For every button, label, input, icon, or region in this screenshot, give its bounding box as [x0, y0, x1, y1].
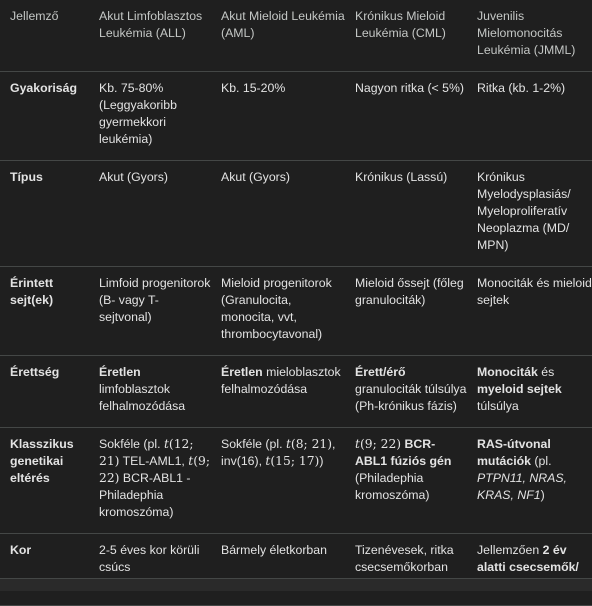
bold-text: Érett/érő — [355, 365, 406, 379]
row-label: Gyakoriság — [10, 81, 77, 95]
cell-aml: Akut (Gyors) — [221, 170, 291, 184]
cell-text: granulociták túlsúlya (Ph-krónikus fázis) — [355, 382, 467, 413]
table-header-row — [0, 0, 592, 72]
math-t: t — [265, 454, 271, 468]
table-row-maturity — [0, 356, 592, 428]
cell-text: TEL-AML1, — [119, 454, 189, 468]
row-label: Érettség — [10, 365, 60, 379]
math-args: (9; 22) — [99, 454, 210, 485]
header-all: Akut Limfoblasztos Leukémia (ALL) — [99, 9, 203, 40]
cell-jmml — [467, 428, 592, 533]
header-cml: Krónikus Mieloid Leukémia (CML) — [355, 9, 446, 40]
cell-jmml: Monociták és mieloid sejtek — [477, 276, 592, 307]
cell-text: limfoblasztok felhalmozódása — [99, 382, 186, 413]
cell-text: BCR-ABL1 - Philadephia kromoszóma) — [99, 471, 191, 519]
cell-all: Limfoid progenitorok (B- vagy T-sejtvonal) — [99, 276, 211, 324]
cell-cml: Nagyon ritka (< 5%) — [355, 81, 465, 95]
bold-text: Monociták — [477, 365, 538, 379]
bold-text: RAS-útvonal mutációk — [477, 437, 551, 468]
cell-jmml — [467, 356, 592, 427]
cell-all: 2-5 éves kor körüli csúcs — [99, 543, 200, 574]
cell-aml: Mieloid progenitorok (Granulocita, monocita, vvt, thrombocytavonal) — [221, 276, 332, 341]
cell-jmml: Ritka (kb. 1-2%) — [477, 81, 566, 95]
bold-text: Éretlen — [99, 365, 141, 379]
bold-text: 2 év alatti csecsemők/ — [477, 543, 579, 574]
row-label: Érintett sejt(ek) — [10, 276, 54, 307]
cell-text: ) — [540, 488, 545, 502]
cell-text: és — [537, 365, 555, 379]
cell-aml: Bármely életkorban — [221, 543, 327, 557]
cell-all — [89, 428, 211, 533]
bold-text: BCR-ABL1 fúziós gén — [355, 437, 452, 468]
cell-cml: Krónikus (Lassú) — [355, 170, 448, 184]
math-t: t — [188, 454, 194, 468]
cell-all: Kb. 75-80% (Leggyakoribb gyermekkori leukémia) — [99, 81, 177, 146]
cell-cml — [345, 356, 467, 427]
cell-text: Jellemzően — [477, 543, 543, 557]
italic-genes: PTPN11, NRAS, KRAS, NF1 — [477, 471, 567, 502]
table-row-type — [0, 161, 592, 267]
cell-cml: Tizenévesek, ritka csecsemőkorban — [355, 543, 454, 574]
header-feature: Jellemző — [10, 9, 59, 23]
bold-text: myeloid sejtek — [477, 382, 562, 396]
cell-text: Sokféle (pl. — [99, 437, 164, 451]
table-row-affected-cells — [0, 267, 592, 356]
math-t: t — [355, 437, 360, 451]
cell-text: ) — [319, 454, 324, 468]
cell-jmml: Krónikus Myelodysplasiás/ Myeloproliferatív Neoplazma (MD/ MPN) — [477, 170, 571, 252]
math-args: (12; 21) — [99, 437, 194, 468]
header-aml: Akut Mieloid Leukémia (AML) — [221, 9, 345, 40]
cell-aml: Kb. 15-20% — [221, 81, 286, 95]
bold-text: Éretlen — [221, 365, 263, 379]
row-label: Klasszikus genetikai eltérés — [10, 437, 74, 485]
cell-cml — [345, 428, 467, 533]
math-args: (15; 17) — [270, 454, 320, 468]
table-row-genetics — [0, 428, 592, 534]
cell-all: Akut (Gyors) — [99, 170, 169, 184]
header-jmml: Juvenilis Mielomonocitás Leukémia (JMML) — [477, 9, 576, 57]
cell-aml — [211, 356, 345, 427]
row-label: Kor — [10, 543, 32, 557]
table-scroll-edge — [0, 578, 592, 591]
cell-text: mieloblasztok felhalmozódása — [221, 365, 341, 396]
cell-text: Sokféle (pl. — [221, 437, 286, 451]
math-args: (8; 21) — [290, 437, 333, 451]
math-t: t — [285, 437, 291, 451]
cell-text: , inv(16), — [221, 437, 336, 468]
table-row-frequency — [0, 72, 592, 161]
math-args: (9; 22) — [359, 437, 402, 451]
math-t: t — [163, 437, 169, 451]
cell-cml: Mieloid őssejt (főleg granulociták) — [355, 276, 464, 307]
cell-aml — [211, 428, 345, 533]
cell-text: túlsúlya — [477, 399, 519, 413]
cell-all — [89, 356, 211, 427]
cell-jmml — [467, 534, 592, 605]
table-row-age — [0, 534, 592, 606]
row-label: Típus — [10, 170, 43, 184]
cell-text: (Philadephia kromoszóma) — [355, 471, 430, 502]
cell-text: (pl. — [531, 454, 552, 468]
